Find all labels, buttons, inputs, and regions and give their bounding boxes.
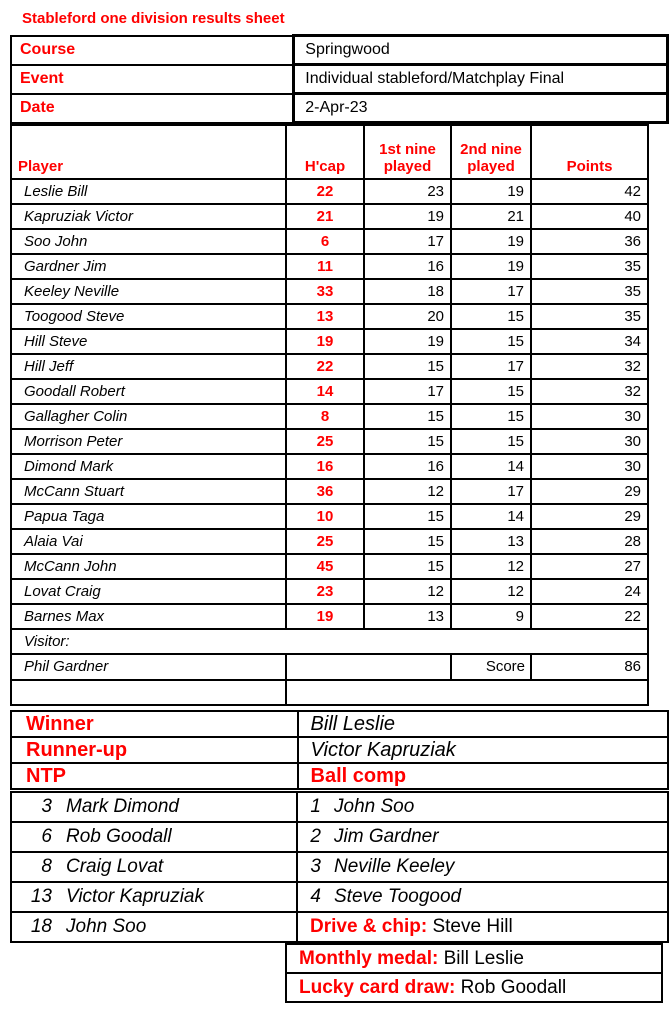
nine2-value: 9: [451, 604, 531, 629]
runnerup-value: Victor Kapruziak: [298, 737, 668, 763]
player-name: Gardner Jim: [11, 254, 286, 279]
event-value: Individual stableford/Matchplay Final: [294, 65, 668, 94]
event-row: [11, 65, 668, 94]
player-row: [11, 479, 648, 504]
info-table: [10, 34, 669, 124]
empty-row: [11, 680, 648, 705]
event-label: Event: [11, 65, 294, 94]
prize-row: [11, 792, 668, 822]
nine1-value: 12: [364, 579, 451, 604]
player-name: Hill Steve: [11, 329, 286, 354]
player-row: [11, 604, 648, 629]
prize-row: [11, 852, 668, 882]
visitor-name: Phil Gardner: [11, 654, 286, 680]
ballcomp-name: Jim Gardner: [334, 826, 439, 847]
points-value: 24: [531, 579, 648, 604]
ballcomp-name: Steve Toogood: [334, 886, 462, 907]
points-value: 35: [531, 254, 648, 279]
nine1-value: 15: [364, 554, 451, 579]
hcap-value: 25: [286, 529, 364, 554]
lucky-card-value: Rob Goodall: [460, 976, 567, 998]
nine1-value: 15: [364, 404, 451, 429]
hcap-value: 36: [286, 479, 364, 504]
nine2-value: 17: [451, 354, 531, 379]
course-label: Course: [11, 36, 294, 65]
nine2-value: 15: [451, 404, 531, 429]
hcap-value: 21: [286, 204, 364, 229]
ballcomp-place: 1: [310, 796, 321, 817]
winner-value: Bill Leslie: [298, 711, 668, 737]
player-name: Lovat Craig: [11, 579, 286, 604]
points-value: 27: [531, 554, 648, 579]
nine1-value: 15: [364, 529, 451, 554]
monthly-medal-entry: [286, 944, 662, 973]
nine1-value: 16: [364, 254, 451, 279]
winners-table: [10, 710, 669, 790]
ntp-hole: 8: [41, 856, 52, 877]
player-name: Hill Jeff: [11, 354, 286, 379]
results-table: [10, 124, 649, 706]
hcap-value: 22: [286, 354, 364, 379]
player-row: [11, 529, 648, 554]
player-name: McCann John: [11, 554, 286, 579]
nine2-value: 14: [451, 504, 531, 529]
nine2-value: 15: [451, 304, 531, 329]
ballcomp-entry: [297, 852, 668, 882]
prize-row: [11, 882, 668, 912]
player-name: Soo John: [11, 229, 286, 254]
ballcomp-entry: [297, 792, 668, 822]
points-value: 29: [531, 504, 648, 529]
player-name: Morrison Peter: [11, 429, 286, 454]
monthly-medal-value: Bill Leslie: [443, 947, 524, 969]
ntp-entry: [11, 882, 297, 912]
ntp-name: Rob Goodall: [66, 826, 172, 847]
date-label: Date: [11, 94, 294, 123]
player-name: Leslie Bill: [11, 179, 286, 204]
visitor-label: Visitor:: [11, 629, 648, 654]
nine1-value: 15: [364, 504, 451, 529]
player-row: [11, 179, 648, 204]
points-value: 30: [531, 404, 648, 429]
drive-chip-value: Steve Hill: [432, 916, 513, 937]
nine1-column-header: [364, 125, 451, 179]
hcap-value: 6: [286, 229, 364, 254]
hcap-value: 13: [286, 304, 364, 329]
nine1-value: 20: [364, 304, 451, 329]
player-row: [11, 379, 648, 404]
hcap-column-header: H'cap: [286, 125, 364, 179]
nine1-value: 23: [364, 179, 451, 204]
empty-cell: [286, 654, 451, 680]
nine2-column-header: [451, 125, 531, 179]
points-value: 29: [531, 479, 648, 504]
nine1-header-line1: 1st nine: [379, 140, 436, 158]
player-name: Goodall Robert: [11, 379, 286, 404]
ntp-name: Mark Dimond: [66, 796, 179, 817]
player-name: Papua Taga: [11, 504, 286, 529]
nine2-value: 19: [451, 229, 531, 254]
points-value: 35: [531, 304, 648, 329]
points-value: 32: [531, 379, 648, 404]
hcap-value: 19: [286, 604, 364, 629]
nine2-value: 12: [451, 579, 531, 604]
course-row: [11, 36, 668, 65]
points-value: 30: [531, 454, 648, 479]
nine1-value: 17: [364, 379, 451, 404]
points-value: 34: [531, 329, 648, 354]
ballcomp-name: John Soo: [334, 796, 415, 817]
player-row: [11, 204, 648, 229]
nine2-value: 15: [451, 329, 531, 354]
ballcomp-name: Neville Keeley: [334, 856, 455, 877]
extras-table: [285, 943, 663, 1003]
visitor-score-row: [11, 654, 648, 680]
hcap-value: 23: [286, 579, 364, 604]
points-column-header: Points: [531, 125, 648, 179]
ntp-hole: 3: [41, 796, 52, 817]
points-value: 35: [531, 279, 648, 304]
ballcomp-place: 2: [310, 826, 321, 847]
hcap-value: 22: [286, 179, 364, 204]
ntp-name: Craig Lovat: [66, 856, 164, 877]
nine2-value: 17: [451, 479, 531, 504]
points-value: 36: [531, 229, 648, 254]
nine1-value: 18: [364, 279, 451, 304]
nine1-value: 19: [364, 204, 451, 229]
ntp-entry: [11, 852, 297, 882]
player-name: Kapruziak Victor: [11, 204, 286, 229]
hcap-value: 19: [286, 329, 364, 354]
nine1-value: 16: [364, 454, 451, 479]
nine2-header-line1: 2nd nine: [460, 140, 522, 158]
ntp-entry: [11, 912, 297, 942]
hcap-value: 25: [286, 429, 364, 454]
nine2-value: 19: [451, 179, 531, 204]
nine2-header-line2: played: [467, 157, 515, 175]
nine2-value: 17: [451, 279, 531, 304]
nine1-header-line2: played: [383, 157, 432, 175]
nine2-value: 15: [451, 429, 531, 454]
date-row: [11, 94, 668, 123]
player-row: [11, 254, 648, 279]
player-row: [11, 354, 648, 379]
ballcomp-entry: [297, 822, 668, 852]
player-name: Keeley Neville: [11, 279, 286, 304]
player-row: [11, 454, 648, 479]
nine2-value: 13: [451, 529, 531, 554]
ntp-ballcomp-table: [10, 791, 669, 943]
points-value: 40: [531, 204, 648, 229]
nine2-value: 15: [451, 379, 531, 404]
ntp-label: NTP: [11, 763, 298, 789]
lucky-card-row: [286, 973, 662, 1002]
player-name: McCann Stuart: [11, 479, 286, 504]
player-row: [11, 279, 648, 304]
header-row: [11, 125, 648, 179]
nine2-value: 12: [451, 554, 531, 579]
player-row: [11, 404, 648, 429]
drive-chip-entry: [297, 912, 668, 942]
points-value: 22: [531, 604, 648, 629]
drive-chip-label: Drive & chip:: [310, 916, 428, 937]
points-value: 42: [531, 179, 648, 204]
course-value: Springwood: [294, 36, 668, 65]
nine2-value: 14: [451, 454, 531, 479]
lucky-card-entry: [286, 973, 662, 1002]
player-column-header: Player: [11, 125, 286, 179]
prize-row: [11, 912, 668, 942]
player-name: Dimond Mark: [11, 454, 286, 479]
ntp-ballcomp-header-row: [11, 763, 668, 789]
date-value: 2-Apr-23: [294, 94, 668, 123]
score-label: Score: [451, 654, 531, 680]
winner-label: Winner: [11, 711, 298, 737]
nine1-value: 12: [364, 479, 451, 504]
nine1-value: 19: [364, 329, 451, 354]
lucky-card-label: Lucky card draw:: [299, 976, 456, 998]
nine2-value: 21: [451, 204, 531, 229]
player-name: Alaia Vai: [11, 529, 286, 554]
empty-cell: [286, 680, 648, 705]
ntp-entry: [11, 822, 297, 852]
player-row: [11, 579, 648, 604]
winner-row: [11, 711, 668, 737]
points-value: 32: [531, 354, 648, 379]
player-row: [11, 554, 648, 579]
player-row: [11, 329, 648, 354]
ballcomp-entry: [297, 882, 668, 912]
hcap-value: 14: [286, 379, 364, 404]
monthly-medal-row: [286, 944, 662, 973]
score-value: 86: [531, 654, 648, 680]
monthly-medal-label: Monthly medal:: [299, 947, 439, 969]
ntp-name: Victor Kapruziak: [66, 886, 204, 907]
visitor-label-row: [11, 629, 648, 654]
prize-row: [11, 822, 668, 852]
ntp-hole: 18: [30, 916, 52, 937]
points-value: 28: [531, 529, 648, 554]
ballcomp-place: 3: [310, 856, 321, 877]
page-title: Stableford one division results sheet: [22, 10, 285, 27]
hcap-value: 45: [286, 554, 364, 579]
nine2-value: 19: [451, 254, 531, 279]
ntp-hole: 13: [30, 886, 52, 907]
hcap-value: 8: [286, 404, 364, 429]
player-name: Barnes Max: [11, 604, 286, 629]
ballcomp-place: 4: [310, 886, 321, 907]
player-row: [11, 504, 648, 529]
ntp-entry: [11, 792, 297, 822]
runnerup-label: Runner-up: [11, 737, 298, 763]
player-row: [11, 304, 648, 329]
player-name: Toogood Steve: [11, 304, 286, 329]
player-row: [11, 229, 648, 254]
hcap-value: 33: [286, 279, 364, 304]
hcap-value: 16: [286, 454, 364, 479]
empty-cell: [11, 680, 286, 705]
nine1-value: 15: [364, 354, 451, 379]
player-row: [11, 429, 648, 454]
runnerup-row: [11, 737, 668, 763]
ntp-hole: 6: [41, 826, 52, 847]
points-value: 30: [531, 429, 648, 454]
player-name: Gallagher Colin: [11, 404, 286, 429]
ballcomp-label: Ball comp: [298, 763, 668, 789]
hcap-value: 11: [286, 254, 364, 279]
nine1-value: 15: [364, 429, 451, 454]
ntp-name: John Soo: [66, 916, 147, 937]
hcap-value: 10: [286, 504, 364, 529]
nine1-value: 17: [364, 229, 451, 254]
nine1-value: 13: [364, 604, 451, 629]
